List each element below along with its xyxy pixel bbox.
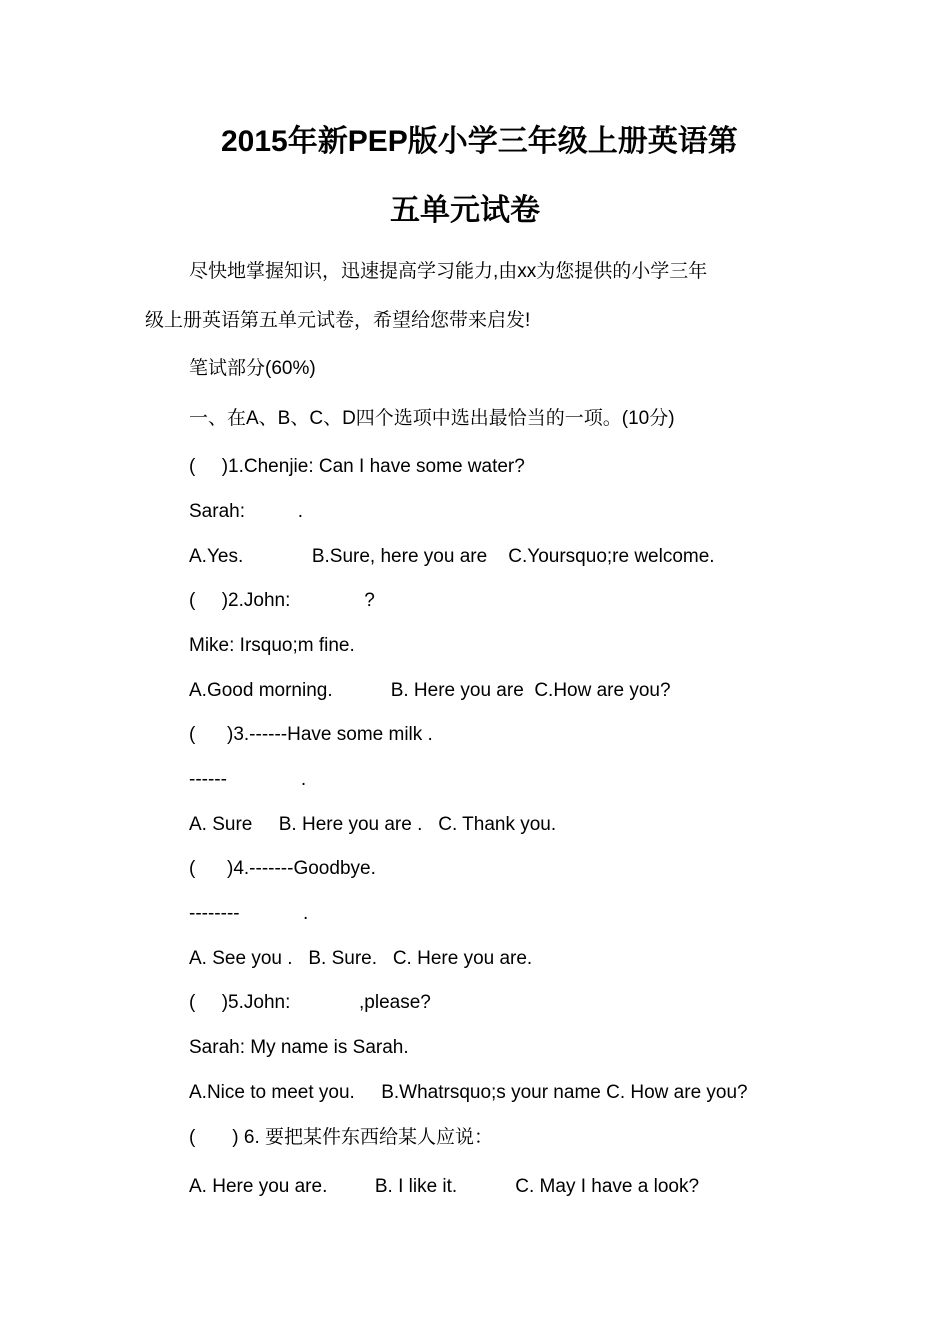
- question-5-reply: Sarah: My name is Sarah.: [189, 1037, 409, 1058]
- question-1-options: A.Yes. B.Sure, here you are C.Yoursquo;re welcome.: [189, 546, 715, 567]
- question-5-stem: ( )5.John: ,please?: [189, 992, 431, 1013]
- question-4-reply: -------- .: [189, 903, 309, 924]
- question-4-stem: ( )4.-------Goodbye.: [189, 858, 376, 879]
- intro-line-1: 尽快地掌握知识，迅速提高学习能力,由xx为您提供的小学三年: [189, 261, 708, 282]
- question-4-options: A. See you . B. Sure. C. Here you are.: [189, 948, 533, 969]
- question-1-stem: ( )1.Chenjie: Can I have some water?: [189, 456, 525, 477]
- question-2-options: A.Good morning. B. Here you are C.How are you?: [189, 680, 671, 701]
- part-one-heading: 一、在A、B、C、D四个选项中选出最恰当的一项。(10分): [189, 408, 675, 429]
- document-title-line-2: 五单元试卷: [390, 194, 540, 227]
- question-6-options: A. Here you are. B. I like it. C. May I have a look?: [189, 1176, 700, 1197]
- question-2-stem: ( )2.John: ?: [189, 590, 375, 611]
- question-1-reply: Sarah: .: [189, 501, 304, 522]
- question-3-reply: ------ .: [189, 769, 307, 790]
- written-section-heading: 笔试部分(60%): [189, 358, 316, 379]
- question-5-options: A.Nice to meet you. B.Whatrsquo;s your name C. How are you?: [189, 1082, 748, 1103]
- question-2-reply: Mike: Irsquo;m fine.: [189, 635, 355, 656]
- document-title-line-1: 2015年新PEP版小学三年级上册英语第: [221, 125, 738, 158]
- intro-line-2: 级上册英语第五单元试卷，希望给您带来启发!: [145, 310, 531, 331]
- question-3-options: A. Sure B. Here you are . C. Thank you.: [189, 814, 557, 835]
- question-6-stem: ( ) 6. 要把某件东西给某人应说：: [189, 1127, 494, 1148]
- question-3-stem: ( )3.------Have some milk .: [189, 724, 433, 745]
